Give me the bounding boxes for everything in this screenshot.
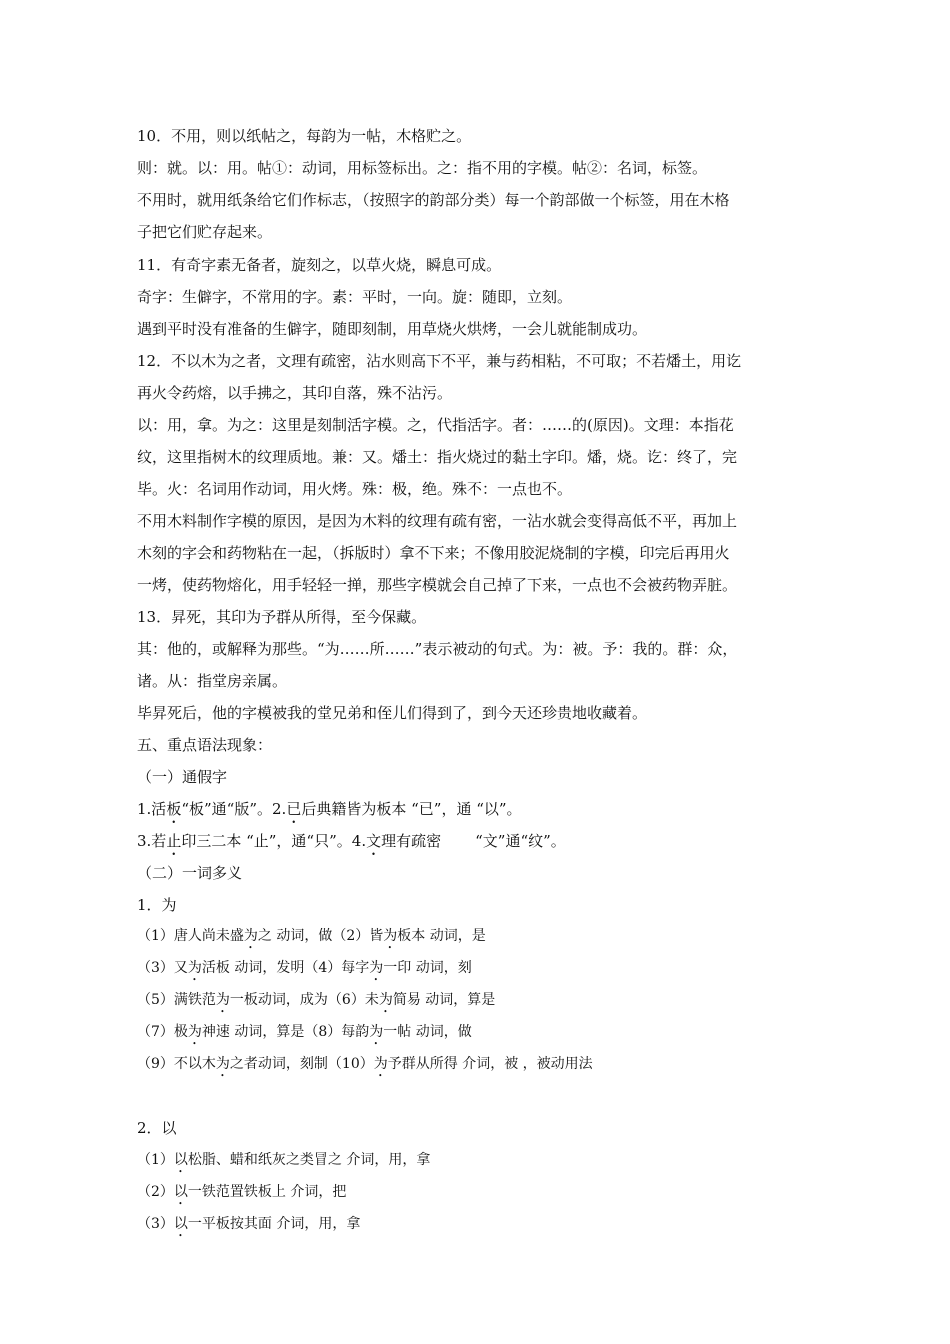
tongjia-row-1: 1.活板“板”通“版”。2.已后典籍皆为板本 “已”，通 “以”。 [137,800,522,818]
tongjia-row-2: 3.若止印三二本 “止”，通“只”。4.文理有疏密 “文”通“纹”。 [137,832,566,850]
wei-line-2: （3）又为活板 动词，发明（4）每字为一印 动词，刻 [137,960,472,976]
line-12-b: 再火令药熔，以手拂之，其印自落，殊不沾污。 [137,384,453,402]
wei-line-4: （7）极为神速 动词，算是（8）每韵为一帖 动词，做 [137,1024,472,1040]
yici-heading: （二）一词多义 [137,864,243,882]
yi-line-1: （1）以松脂、蜡和纸灰之类冒之 介词，用，拿 [137,1152,431,1168]
line-11-trans: 遇到平时没有准备的生僻字，随即刻制，用草烧火烘烤，一会儿就能制成功。 [137,320,648,338]
line-13-notes-1: 其：他的，或解释为那些。“为……所……”表示被动的句式。为：被。予：我的。群：众， [137,640,738,658]
line-12-notes-2: 纹，这里指树木的纹理质地。兼：又。燔土：指火烧过的黏土字印。燔，烧。讫：终了，完 [137,448,738,466]
line-12-trans-2: 木刻的字会和药物粘在一起，（拆版时）拿不下来；不像用胶泥烧制的字模，印完后再用火 [137,544,730,562]
line-10-notes: 则：就。以：用。帖①：动词，用标签标出。之：指不用的字模。帖②：名词，标签。 [137,159,708,177]
wei-line-5: （9）不以木为之者动词，刻制（10）为予群从所得 介词，被 ，被动用法 [137,1056,593,1072]
yi-line-3: （3）以一平板按其面 介词，用，拿 [137,1216,361,1232]
yi-line-2: （2）以一铁范置铁板上 介词，把 [137,1184,347,1200]
line-12-notes-3: 毕。火：名词用作动词，用火烤。殊：极，绝。殊不：一点也不。 [137,480,573,498]
line-13: 13．昇死，其印为予群从所得，至今保藏。 [137,608,427,626]
section-five-heading: 五、重点语法现象： [137,736,273,754]
line-12-trans-1: 不用木料制作字模的原因，是因为木料的纹理有疏有密，一沾水就会变得高低不平，再加上 [137,512,738,530]
line-10: 10．不用，则以纸帖之，每韵为一帖，木格贮之。 [137,127,472,145]
line-10-trans-2: 子把它们贮存起来。 [137,223,273,241]
yi-title: 2．以 [137,1119,177,1137]
wei-line-1: （1）唐人尚未盛为之 动词，做（2）皆为板本 动词，是 [137,928,486,944]
wei-title: 1．为 [137,896,177,914]
line-11: 11．有奇字素无备者，旋刻之，以草火烧，瞬息可成。 [137,256,502,274]
line-13-trans: 毕昇死后，他的字模被我的堂兄弟和侄儿们得到了，到今天还珍贵地收藏着。 [137,704,648,722]
line-12-a: 12．不以木为之者，文理有疏密，沾水则高下不平，兼与药相粘，不可取；不若燔土，用讫 [137,352,742,370]
wei-line-3: （5）满铁范为一板动词，成为（6）未为简易 动词，算是 [137,992,496,1008]
line-11-notes: 奇字：生僻字，不常用的字。素：平时，一向。旋：随即，立刻。 [137,288,573,306]
line-12-notes-1: 以：用，拿。为之：这里是刻制活字模。之，代指活字。者：……的(原因)。文理：本指花 [137,416,734,434]
line-12-trans-3: 一烤，使药物熔化，用手轻轻一掸，那些字模就会自己掉了下来，一点也不会被药物弄脏。 [137,576,738,594]
line-13-notes-2: 诸。从：指堂房亲属。 [137,672,288,690]
line-10-trans-1: 不用时，就用纸条给它们作标志，（按照字的韵部分类）每一个韵部做一个标签，用在木格 [137,191,730,209]
tongjia-heading: （一）通假字 [137,768,228,786]
